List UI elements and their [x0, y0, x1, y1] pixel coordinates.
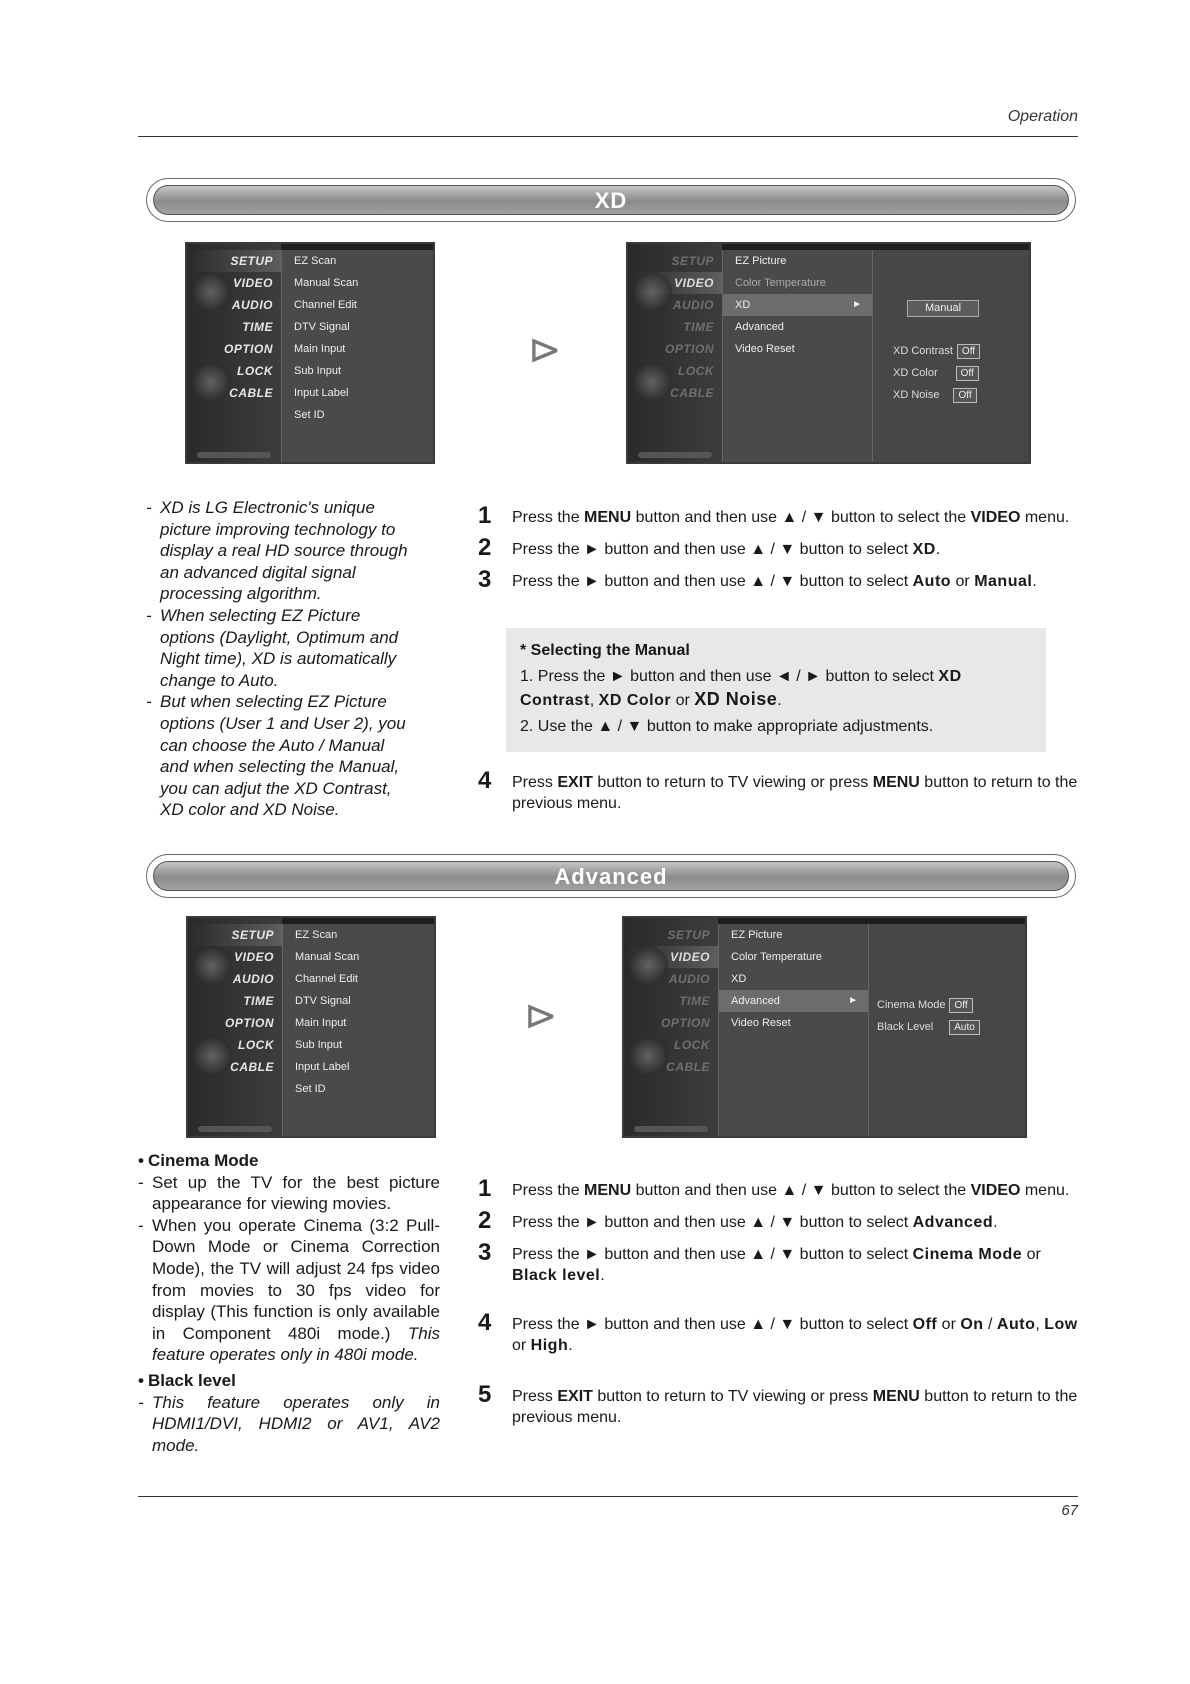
- osd-sub-row: [893, 388, 977, 403]
- step-keyword: MENU: [872, 1388, 920, 1405]
- step-item: [478, 566, 1078, 593]
- page-number: 67: [1061, 1502, 1078, 1519]
- step-text: Press the ► button and then use ▲ / ▼ button to select: [512, 1214, 913, 1231]
- step-number: 3: [478, 1239, 492, 1266]
- osd-menu-item: Color Temperature: [735, 277, 826, 289]
- note-text: When selecting EZ Picture options (Daylight, Optimum and Night time), XD is automatically change to Auto.: [160, 605, 399, 690]
- osd-sub-value: Off: [956, 366, 979, 381]
- advanced-osd-video-menu: [622, 916, 1027, 1138]
- osd-menu-item-label: XD: [735, 299, 751, 311]
- osd-category-column: [628, 244, 722, 462]
- xd-notes: [146, 497, 416, 821]
- step-text: Press the: [512, 509, 585, 526]
- heading-text: Cinema Mode: [147, 1151, 259, 1170]
- osd-menu-item: Set ID: [295, 1083, 326, 1095]
- note-text: XD is LG Electronic's unique picture improving technology to display a real HD source through an advanced digital signal processing algorithm.: [160, 498, 408, 604]
- step-keyword: Auto: [996, 1316, 1036, 1333]
- osd-menu-item: Video Reset: [731, 1017, 791, 1029]
- step-text: or: [512, 1337, 531, 1354]
- osd-decoration-icon: [192, 946, 232, 986]
- tip-keyword: XD Color: [598, 692, 672, 709]
- osd-decoration-icon: [628, 946, 668, 986]
- note-item: - Set up the TV for the best picture appearance for viewing movies.: [138, 1172, 440, 1214]
- step-text: Press the ► button and then use ▲ / ▼ button to select: [512, 1246, 913, 1263]
- step-number: 4: [478, 1309, 492, 1336]
- osd-category-cable: CABLE: [666, 1060, 710, 1074]
- advanced-steps: [478, 1175, 1078, 1440]
- osd-decoration-icon: [632, 272, 672, 312]
- osd-category-audio: AUDIO: [668, 972, 710, 986]
- step-keyword: VIDEO: [970, 1182, 1021, 1199]
- osd-category-setup: SETUP: [188, 924, 282, 946]
- osd-footer-bar: [638, 452, 712, 458]
- osd-category-time: TIME: [242, 320, 273, 334]
- step-text: Press the ► button and then use ▲ / ▼ button to select: [512, 1316, 913, 1333]
- step-keyword: Advanced: [912, 1214, 994, 1231]
- step-text: .: [935, 541, 941, 558]
- step-number: 4: [478, 767, 492, 794]
- osd-category-option: OPTION: [224, 1016, 274, 1030]
- osd-menu-list: [718, 924, 868, 1136]
- osd-category-column: [188, 918, 282, 1136]
- osd-menu-item: DTV Signal: [295, 995, 351, 1007]
- osd-sub-label: XD Contrast: [893, 345, 953, 357]
- tip-line-2: 2. Use the ▲ / ▼ button to make appropriate adjustments.: [520, 718, 934, 735]
- step-number: 2: [478, 1207, 492, 1234]
- osd-sub-label: Cinema Mode: [877, 999, 946, 1011]
- osd-sub-label: XD Noise: [893, 389, 940, 401]
- osd-menu-item: EZ Picture: [735, 255, 787, 267]
- step-text: Press the ► button and then use ▲ / ▼ button to select: [512, 573, 913, 590]
- step-text: button and then use ▲ / ▼ button to select the: [631, 509, 971, 526]
- step-text: .: [568, 1337, 573, 1354]
- step-item: [478, 534, 1078, 561]
- step-keyword: MENU: [872, 774, 920, 791]
- osd-category-audio: AUDIO: [232, 972, 274, 986]
- tip-title: * Selecting the Manual: [520, 642, 690, 659]
- osd-footer-bar: [634, 1126, 708, 1132]
- osd-menu-item: EZ Scan: [295, 929, 338, 941]
- step-number: 1: [478, 502, 492, 529]
- osd-menu-item: EZ Picture: [731, 929, 783, 941]
- tip-text: or: [671, 692, 695, 709]
- osd-decoration-icon: [632, 362, 672, 402]
- step-text: ,: [1035, 1316, 1045, 1333]
- step-number: 1: [478, 1175, 492, 1202]
- step-number: 2: [478, 534, 492, 561]
- tip-text: ,: [589, 692, 599, 709]
- osd-category-lock: LOCK: [237, 364, 273, 378]
- osd-menu-item: Input Label: [294, 387, 349, 399]
- step-number: 5: [478, 1381, 492, 1408]
- note-text-italic: This feature operates only in 480i mode.: [152, 1323, 440, 1365]
- note-text: When you operate Cinema (3:2 Pull-Down Mode or Cinema Correction Mode), the TV will adjust 24 fps video from movies to 30 fps video for display (This function is only available in Component 480i mode.): [152, 1215, 440, 1343]
- step-text: button to return to the previous menu.: [512, 774, 1078, 812]
- osd-category-option: OPTION: [660, 1016, 710, 1030]
- step-keyword: On: [960, 1316, 984, 1333]
- note-item: - But when selecting EZ Picture options (User 1 and User 2), you can choose the Auto / Manual and when selecting the Manual, you can adjut the XD Contrast, XD color and XD Noise.: [146, 692, 406, 820]
- tip-keyword: XD Contrast: [520, 668, 962, 709]
- step-keyword: MENU: [584, 1182, 632, 1199]
- step-text: or: [1022, 1246, 1041, 1263]
- osd-menu-item-selected: [723, 294, 872, 316]
- osd-category-option: OPTION: [223, 342, 273, 356]
- osd-category-time: TIME: [243, 994, 274, 1008]
- osd-category-lock: LOCK: [674, 1038, 710, 1052]
- right-arrow-icon: ►: [852, 299, 862, 310]
- tip-line-1: [520, 666, 1032, 712]
- step-text: .: [600, 1267, 605, 1284]
- osd-category-video: VIDEO: [624, 946, 718, 968]
- step-item: [478, 502, 1078, 529]
- osd-menu-item: Video Reset: [735, 343, 795, 355]
- osd-decoration-icon: [192, 1036, 232, 1076]
- advanced-notes: [138, 1150, 440, 1456]
- step-item: [478, 767, 1078, 814]
- advanced-banner: [146, 854, 1076, 898]
- note-text: But when selecting EZ Picture options (User 1 and User 2), you can choose the Auto / Manual and when selecting the Manual, you can adjut the XD Contrast, XD color and XD Noise.: [160, 692, 406, 820]
- heading-text: Black level: [147, 1370, 236, 1390]
- osd-menu-item: Manual Scan: [295, 951, 360, 963]
- osd-category-video: VIDEO: [233, 276, 273, 290]
- osd-category-cable: CABLE: [230, 1060, 274, 1074]
- osd-menu-item: DTV Signal: [294, 321, 350, 333]
- osd-sub-row: [877, 1020, 980, 1035]
- step-number: 3: [478, 566, 492, 593]
- osd-menu-item: Channel Edit: [294, 299, 357, 311]
- step-text: menu.: [1020, 1182, 1070, 1199]
- osd-menu-item: Sub Input: [295, 1039, 343, 1051]
- osd-decoration-icon: [191, 362, 231, 402]
- step-keyword: VIDEO: [970, 509, 1021, 526]
- header-rule: [138, 136, 1078, 137]
- next-arrow-icon: ⊳: [524, 994, 558, 1038]
- osd-sub-value: Off: [949, 998, 972, 1013]
- step-keyword: Off: [912, 1316, 938, 1333]
- step-text: Press the ► button and then use ▲ / ▼ button to select: [512, 541, 913, 558]
- step-text: Press: [512, 1388, 558, 1405]
- osd-menu-item: Main Input: [294, 343, 346, 355]
- osd-menu-item: Advanced: [735, 321, 784, 333]
- osd-menu-item-label: Advanced: [731, 995, 780, 1007]
- osd-category-time: TIME: [679, 994, 710, 1008]
- tip-keyword: XD Noise: [694, 689, 778, 709]
- osd-footer-bar: [197, 452, 271, 458]
- step-text: button to return to TV viewing or press: [592, 774, 873, 791]
- step-text: or: [937, 1316, 961, 1333]
- osd-sub-row: [893, 344, 980, 359]
- xd-banner: [146, 178, 1076, 222]
- step-item: [478, 1207, 1078, 1234]
- xd-osd-video-menu: [626, 242, 1031, 464]
- step-text: or: [951, 573, 975, 590]
- selecting-manual-tip: [506, 628, 1046, 752]
- osd-decoration-icon: [191, 272, 231, 312]
- osd-menu-item: Input Label: [295, 1061, 350, 1073]
- advanced-osd-setup-menu: [186, 916, 436, 1138]
- osd-category-video: VIDEO: [234, 950, 274, 964]
- osd-menu-item: Manual Scan: [294, 277, 359, 289]
- xd-title: XD: [153, 185, 1069, 215]
- step-keyword: Manual: [974, 573, 1033, 590]
- step-keyword: Auto: [912, 573, 952, 590]
- step-keyword: High: [530, 1337, 569, 1354]
- osd-submenu-panel: [872, 250, 1029, 462]
- xd-osd-setup-menu: [185, 242, 435, 464]
- osd-sub-value: Off: [957, 344, 980, 359]
- osd-category-setup: SETUP: [671, 254, 714, 268]
- step-item: [478, 1309, 1078, 1356]
- osd-menu-item: EZ Scan: [294, 255, 337, 267]
- osd-category-audio: AUDIO: [672, 298, 714, 312]
- black-level-heading: • Black level: [138, 1370, 236, 1390]
- osd-category-column: [624, 918, 718, 1136]
- osd-category-cable: CABLE: [229, 386, 273, 400]
- step-text: /: [983, 1316, 997, 1333]
- cinema-mode-heading: • Cinema Mode: [138, 1151, 259, 1170]
- tip-text: 1. Press the ► button and then use ◄ / ► button to select: [520, 668, 939, 685]
- step-keyword: XD: [912, 541, 936, 558]
- step-text: Press: [512, 774, 558, 791]
- osd-category-lock: LOCK: [678, 364, 714, 378]
- step-keyword: EXIT: [557, 1388, 593, 1405]
- note-item: - This feature operates only in HDMI1/DVI, HDMI2 or AV1, AV2 mode.: [138, 1392, 440, 1455]
- osd-menu-item: XD: [731, 973, 747, 985]
- footer-rule: [138, 1496, 1078, 1497]
- osd-menu-item: Color Temperature: [731, 951, 822, 963]
- osd-category-audio: AUDIO: [231, 298, 273, 312]
- osd-menu-item: Set ID: [294, 409, 325, 421]
- osd-category-column: [187, 244, 281, 462]
- osd-category-option: OPTION: [664, 342, 714, 356]
- step-keyword: Cinema Mode: [912, 1246, 1023, 1263]
- step-text: button and then use ▲ / ▼ button to select the: [631, 1182, 971, 1199]
- note-item: - When you operate Cinema (3:2 Pull-Down Mode or Cinema Correction Mode), the TV will adjust 24 fps video from movies to 30 fps video for display (This function is only available in Component 480i mode.) This feature operates only in 480i mode.: [138, 1215, 440, 1365]
- osd-category-setup: SETUP: [667, 928, 710, 942]
- section-header: Operation: [1007, 108, 1078, 125]
- note-item: - When selecting EZ Picture options (Daylight, Optimum and Night time), XD is automatically change to Auto.: [146, 605, 399, 690]
- osd-category-lock: LOCK: [238, 1038, 274, 1052]
- osd-submenu-panel: [868, 924, 1025, 1136]
- osd-menu-item: Main Input: [295, 1017, 347, 1029]
- osd-sub-value: Off: [953, 388, 976, 403]
- step-keyword: Low: [1044, 1316, 1078, 1333]
- osd-menu-item: Channel Edit: [295, 973, 358, 985]
- osd-sub-row: [877, 998, 973, 1013]
- osd-menu-list: [722, 250, 872, 462]
- osd-sub-label: Black Level: [877, 1021, 934, 1033]
- osd-category-video: VIDEO: [628, 272, 722, 294]
- step-item: [478, 1175, 1078, 1202]
- osd-sub-label: XD Color: [893, 367, 938, 379]
- step-text: menu.: [1020, 509, 1070, 526]
- osd-menu-list: [281, 250, 433, 462]
- step-text: .: [993, 1214, 998, 1231]
- osd-category-time: TIME: [683, 320, 714, 334]
- osd-menu-list: [282, 924, 434, 1136]
- step-keyword: Black level: [512, 1267, 601, 1284]
- step-text: button to return to the previous menu.: [512, 1388, 1078, 1426]
- note-text: This feature operates only in HDMI1/DVI, HDMI2 or AV1, AV2 mode.: [152, 1392, 440, 1455]
- step-item: [478, 1239, 1078, 1286]
- osd-footer-bar: [198, 1126, 272, 1132]
- osd-category-cable: CABLE: [670, 386, 714, 400]
- step-keyword: EXIT: [557, 774, 593, 791]
- step-item: [478, 1381, 1078, 1428]
- step-text: Press the: [512, 1182, 585, 1199]
- tip-text: .: [777, 692, 782, 709]
- step-keyword: MENU: [584, 509, 632, 526]
- advanced-title: Advanced: [153, 861, 1069, 891]
- osd-menu-item: Sub Input: [294, 365, 342, 377]
- osd-sub-row: [893, 366, 979, 381]
- next-arrow-icon: ⊳: [528, 328, 562, 372]
- osd-menu-item-selected: [719, 990, 868, 1012]
- osd-decoration-icon: [628, 1036, 668, 1076]
- xd-mode-value: Manual: [907, 300, 979, 317]
- step-text: .: [1032, 573, 1037, 590]
- note-text: Set up the TV for the best picture appearance for viewing movies.: [152, 1172, 440, 1214]
- note-item: - XD is LG Electronic's unique picture improving technology to display a real HD source through an advanced digital signal processing algorithm.: [146, 498, 408, 604]
- right-arrow-icon: ►: [848, 995, 858, 1006]
- osd-sub-value: Auto: [949, 1020, 980, 1035]
- step-text: button to return to TV viewing or press: [592, 1388, 873, 1405]
- osd-category-setup: SETUP: [187, 250, 281, 272]
